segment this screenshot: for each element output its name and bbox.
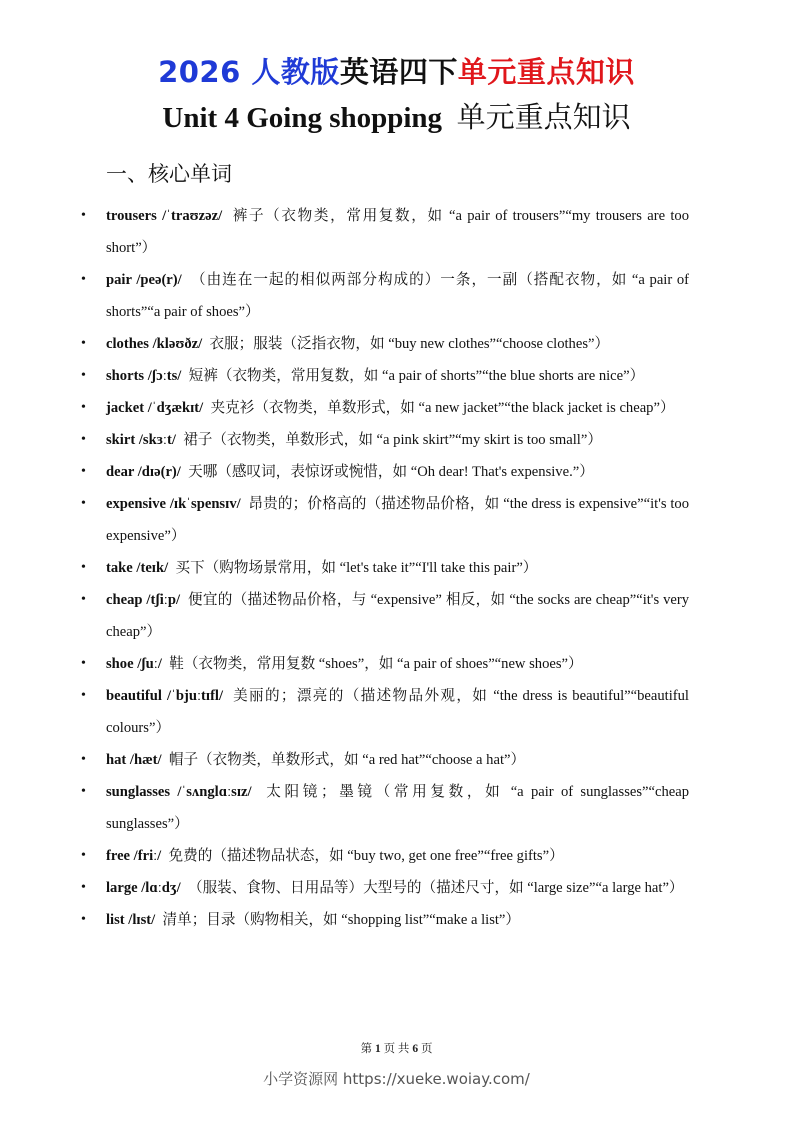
vocab-word: large /lɑːdʒ/ bbox=[106, 880, 181, 896]
vocab-definition: 美丽的；漂亮的（描述物品外观，如 “the dress is beautiful”“beautiful colours”） bbox=[106, 688, 689, 736]
banner-part-3: 单元重点知识 bbox=[457, 55, 635, 89]
vocab-item bbox=[106, 488, 689, 552]
vocab-word: jacket /ˈdʒækɪt/ bbox=[106, 400, 204, 416]
vocab-word: clothes /kləʊðz/ bbox=[106, 336, 203, 352]
vocab-definition: 衣服；服装（泛指衣物，如 “buy new clothes”“choose clothes”） bbox=[209, 336, 610, 352]
banner-part-2: 英语四下 bbox=[339, 55, 458, 89]
vocab-word: dear /dɪə(r)/ bbox=[106, 464, 181, 480]
vocab-definition: （由连在一起的相似两部分构成的）一条，一副（搭配衣物，如 “a pair of shorts”“a pair of shoes”） bbox=[106, 272, 690, 320]
vocab-item bbox=[106, 456, 689, 488]
vocab-definition: 昂贵的；价格高的（描述物品价格，如 “the dress is expensive”“it's too expensive”） bbox=[106, 496, 689, 544]
vocab-item bbox=[106, 424, 689, 456]
vocab-item bbox=[106, 744, 689, 776]
vocab-item bbox=[106, 584, 689, 648]
vocab-word: pair /peə(r)/ bbox=[106, 272, 182, 288]
vocab-word: shorts /ʃɔːts/ bbox=[106, 368, 182, 384]
footer-total-pages: 6 bbox=[412, 1043, 419, 1055]
vocab-definition: 帽子（衣物类，单数形式，如 “a red hat”“choose a hat”） bbox=[168, 752, 526, 768]
footer-suffix: 页 bbox=[420, 1043, 433, 1055]
footer-prefix: 第 bbox=[360, 1043, 373, 1055]
vocab-definition: 便宜的（描述物品价格，与 “expensive” 相反，如 “the socks are cheap”“it's very cheap”） bbox=[106, 592, 689, 640]
unit-title bbox=[0, 99, 793, 137]
page-footer bbox=[0, 1041, 793, 1057]
vocab-word: free /friː/ bbox=[106, 848, 162, 864]
vocab-definition: 免费的（描述物品状态，如 “buy two, get one free”“free gifts”） bbox=[168, 848, 564, 864]
vocab-item bbox=[106, 904, 689, 936]
vocab-definition: 鞋（衣物类，常用复数 “shoes”，如 “a pair of shoes”“new shoes”） bbox=[169, 656, 583, 672]
vocab-word: shoe /ʃuː/ bbox=[106, 656, 162, 672]
footer-page-number: 1 bbox=[374, 1043, 381, 1055]
site-watermark: 小学资源网 https://xueke.woiay.com/ bbox=[263, 1070, 530, 1088]
vocab-word: hat /hæt/ bbox=[106, 752, 162, 768]
vocab-definition: 裙子（衣物类，单数形式，如 “a pink skirt”“my skirt is too small”） bbox=[183, 432, 602, 448]
vocab-item bbox=[106, 328, 689, 360]
vocab-word: take /teɪk/ bbox=[106, 560, 169, 576]
section-heading: 一、核心单词 bbox=[106, 162, 232, 186]
vocab-item bbox=[106, 264, 689, 328]
vocab-definition: （服装、食物、日用品等）大型号的（描述尺寸，如 “large size”“a large hat”） bbox=[187, 880, 684, 896]
vocab-list bbox=[0, 200, 793, 936]
vocab-item bbox=[106, 648, 689, 680]
vocab-item bbox=[106, 360, 689, 392]
vocab-word: expensive /ɪkˈspensɪv/ bbox=[106, 496, 241, 512]
vocab-word: skirt /skɜːt/ bbox=[106, 432, 176, 448]
banner-part-1: 2026 人教版 bbox=[158, 55, 340, 89]
vocab-definition: 短裤（衣物类，常用复数，如 “a pair of shorts”“the blue shorts are nice”） bbox=[188, 368, 645, 384]
unit-title-cn: 单元重点知识 bbox=[456, 102, 631, 134]
vocab-word: list /lɪst/ bbox=[106, 912, 156, 928]
vocab-item bbox=[106, 872, 689, 904]
footer-middle: 页 共 bbox=[383, 1043, 410, 1055]
vocab-word: trousers /ˈtraʊzəz/ bbox=[106, 208, 223, 224]
vocab-word: cheap /tʃiːp/ bbox=[106, 592, 181, 608]
vocab-item bbox=[106, 552, 689, 584]
vocab-definition: 裤子（衣物类，常用复数，如 “a pair of trousers”“my trousers are too short”） bbox=[106, 208, 689, 256]
vocab-definition: 清单；目录（购物相关，如 “shopping list”“make a list”） bbox=[162, 912, 521, 928]
vocab-definition: 夹克衫（衣物类，单数形式，如 “a new jacket”“the black jacket is cheap”） bbox=[210, 400, 675, 416]
vocab-item bbox=[106, 392, 689, 424]
vocab-word: beautiful /ˈbjuːtɪfl/ bbox=[106, 688, 224, 704]
vocab-item bbox=[106, 840, 689, 872]
vocab-item bbox=[106, 680, 689, 744]
vocab-definition: 买下（购物场景常用，如 “let's take it”“I'll take this pair”） bbox=[175, 560, 538, 576]
vocab-item bbox=[106, 776, 689, 840]
banner-title bbox=[0, 52, 793, 92]
unit-title-en: Unit 4 Going shopping bbox=[162, 102, 443, 134]
vocab-item bbox=[106, 200, 689, 264]
vocab-definition: 天哪（感叹词，表惊讶或惋惜，如 “Oh dear! That's expensive.”） bbox=[188, 464, 594, 480]
vocab-word: sunglasses /ˈsʌnglɑːsɪz/ bbox=[106, 784, 252, 800]
vocab-definition: 太阳镜；墨镜（常用复数，如 “a pair of sunglasses”“cheap sunglasses”） bbox=[106, 784, 690, 832]
